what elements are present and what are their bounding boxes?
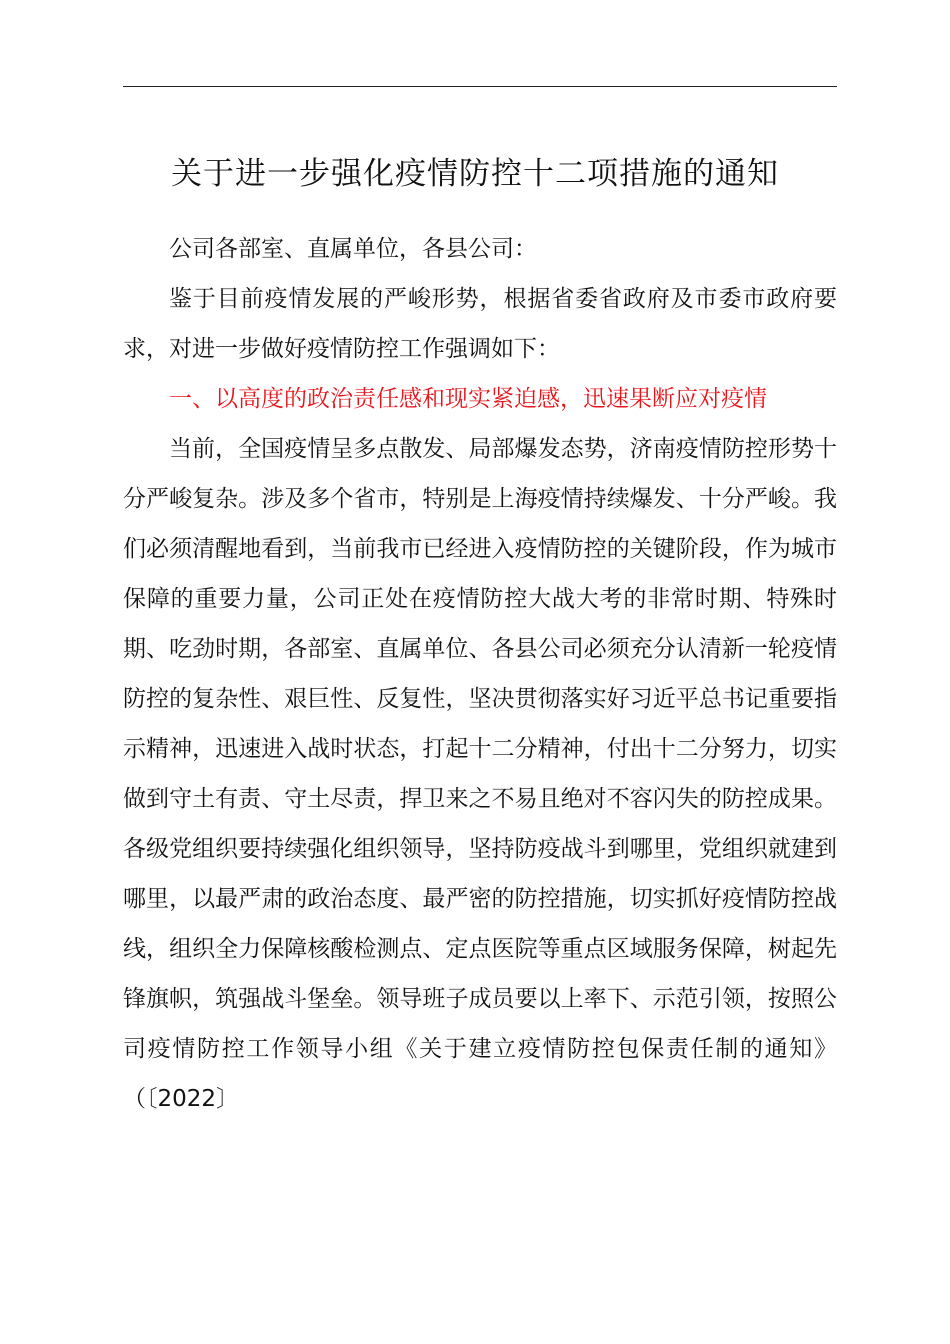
salutation: 公司各部室、直属单位，各县公司： — [169, 236, 537, 262]
header-rule — [123, 86, 837, 87]
section-1-body: 当前，全国疫情呈多点散发、局部爆发态势，济南疫情防控形势十分严峻复杂。涉及多个省市，特别是上海疫情持续爆发、十分严峻。我们必须清醒地看到，当前我市已经进入疫情防控的关键阶段，作为城市保障的重要力量，公司正处在疫情防控大战大考的非常时期、特殊时期、吃劲时期，各部室、直属单位、各县公司必须充分认清新一轮疫情防控的复杂性、艰巨性、反复性，坚决贯彻落实好习近平总书记重要指示精神，迅速进入战时状态，打起十二分精神，付出十二分努力，切实做到守土有责、守土尽责，捍卫来之不易且绝对不容闪失的防控成果。各级党组织要持续强化组织领导，坚持防疫战斗到哪里，党组织就建到哪里，以最严肃的政治态度、最严密的防控措施，切实抓好疫情防控战线，组织全力保障核酸检测点、定点医院等重点区域服务保障，树起先锋旗帜，筑强战斗堡垒。领导班子成员要以上率下、示范引领，按照公司疫情防控工作领导小组《关于建立疫情防控包保责任制的通知》（〔2022〕 — [123, 436, 837, 1112]
document-title: 关于进一步强化疫情防控十二项措施的通知 — [171, 156, 779, 192]
document-body — [123, 224, 837, 1124]
intro-paragraph: 鉴于目前疫情发展的严峻形势，根据省委省政府及市委市政府要求，对进一步做好疫情防控工作强调如下： — [123, 286, 837, 362]
section-1-heading: 一、以高度的政治责任感和现实紧迫感，迅速果断应对疫情 — [169, 386, 767, 412]
